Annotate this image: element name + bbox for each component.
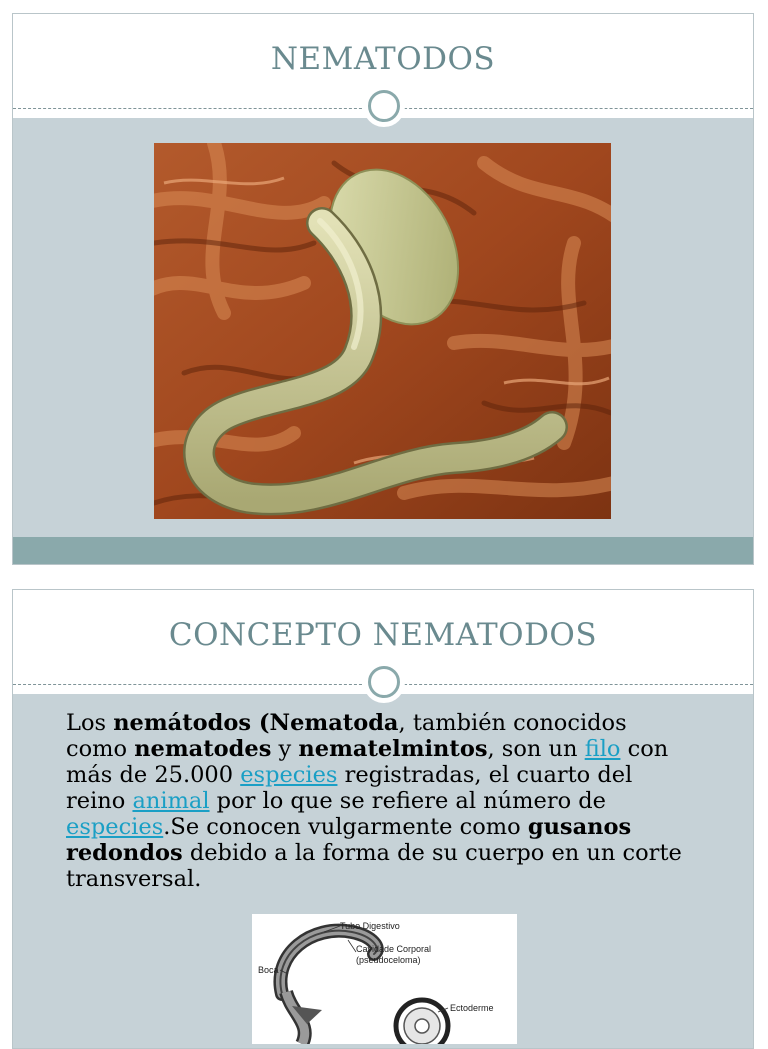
link-especies-2[interactable]: especies [66,814,164,840]
slide-nematodos [12,13,754,565]
slide-title: CONCEPTO NEMATODOS [168,617,598,653]
label-boca: Boca [258,965,279,975]
label-pseudoceloma: (pseudoceloma) [356,955,421,965]
footer-bar [13,537,753,564]
slide-concepto [12,589,754,1049]
text-run: y [271,736,299,762]
bold-term: gusanos redondos [66,814,632,866]
text-run: .Se conocen vulgarmente como [163,814,528,840]
text-run: registradas, el cuarto del reino [66,762,633,814]
text-run: con más de 25.000 [66,736,669,788]
link-animal[interactable]: animal [132,788,210,814]
concept-paragraph [66,710,686,892]
bold-term: nematodes [134,736,272,762]
text-run: , también conocidos como [66,710,627,762]
text-run: Los [66,710,114,736]
ring-ornament-icon [363,661,405,703]
label-cavidade-corporal: Cavidade Corporal [356,944,432,954]
ring-ornament-icon [363,85,405,127]
nematode-anatomy-diagram [252,914,517,1044]
bold-term: nemátodos (Nematoda [113,710,399,736]
text-run: , son un [487,736,585,762]
slide-title: NEMATODOS [270,41,496,77]
nematode-photo [154,143,611,519]
label-ectoderme: Ectoderme [450,1003,494,1013]
text-run: debido a la forma de su cuerpo en un corte transversal. [66,840,682,892]
link-filo[interactable]: filo [584,736,621,762]
link-especies[interactable]: especies [240,762,338,788]
label-tubo-digestivo: Tubo Digestivo [340,921,400,931]
text-run: por lo que se refiere al número de [209,788,606,814]
bold-term: nematelmintos [298,736,488,762]
